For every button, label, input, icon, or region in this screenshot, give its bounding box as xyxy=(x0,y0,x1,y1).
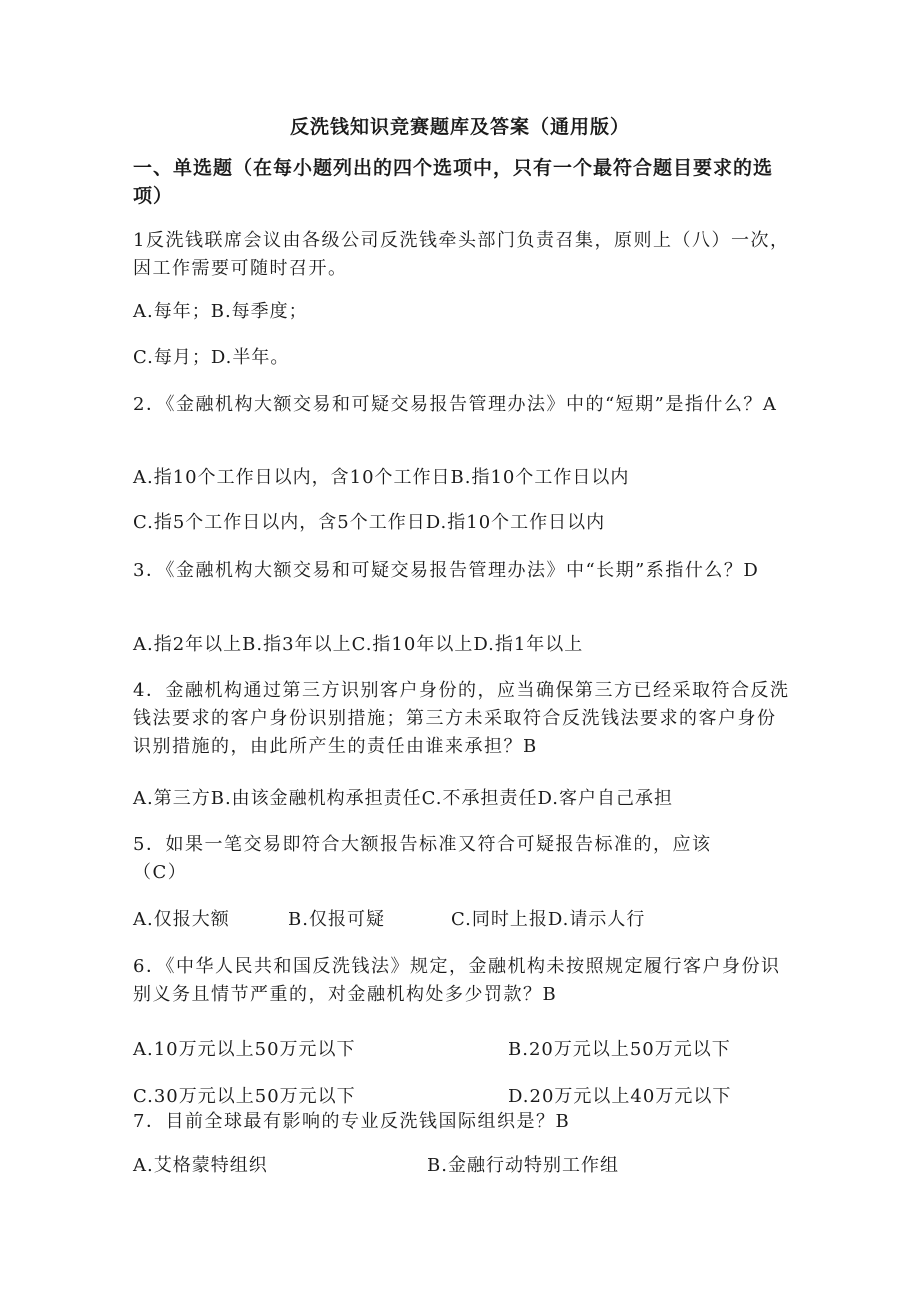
question-7-option-a: A.艾格蒙特组织 xyxy=(133,1155,268,1176)
question-3: 3．《金融机构大额交易和可疑交易报告管理办法》中“长期”系指什么？D xyxy=(133,560,760,581)
section-heading: 一、单选题（在每小题列出的四个选项中，只有一个最符合题目要求的选项） xyxy=(133,157,774,207)
question-6: 6．《中华人民共和国反洗钱法》规定，金融机构未按照规定履行客户身份识别义务且情节严重的，对金融机构处多少罚款？B xyxy=(133,956,781,1005)
document-title: 反洗钱知识竞赛题库及答案（通用版） xyxy=(289,116,630,138)
question-1-options-line-1: A.每年；B.每季度； xyxy=(133,301,308,322)
question-6-option-d: D.20万元以上40万元以下 xyxy=(508,1086,732,1107)
question-5-option-cd: C.同时上报D.请示人行 xyxy=(451,909,646,930)
question-4-options-line-1: A.第三方B.由该金融机构承担责任C.不承担责任D.客户自己承担 xyxy=(133,788,674,809)
question-3-options-line-1: A.指2年以上B.指3年以上C.指10年以上D.指1年以上 xyxy=(133,634,584,655)
question-7: 7．目前全球最有影响的专业反洗钱国际组织是？B xyxy=(133,1111,571,1132)
question-1-options-line-2: C.每月；D.半年。 xyxy=(133,347,290,368)
question-2-options-line-2: C.指5个工作日以内，含5个工作日D.指10个工作日以内 xyxy=(133,512,606,533)
question-5: 5．如果一笔交易即符合大额报告标准又符合可疑报告标准的，应该（C） xyxy=(133,834,712,883)
question-6-option-c: C.30万元以上50万元以下 xyxy=(133,1086,356,1107)
question-7-option-b: B.金融行动特别工作组 xyxy=(427,1155,619,1176)
question-2: 2．《金融机构大额交易和可疑交易报告管理办法》中的“短期”是指什么？A xyxy=(133,394,778,415)
question-2-options-line-1: A.指10个工作日以内，含10个工作日B.指10个工作日以内 xyxy=(133,467,630,488)
question-4: 4．金融机构通过第三方识别客户身份的，应当确保第三方已经采取符合反洗钱法要求的客户身份识别措施；第三方未采取符合反洗钱法要求的客户身份识别措施的，由此所产生的责任由谁来承担？B xyxy=(133,680,790,757)
question-6-option-a: A.10万元以上50万元以下 xyxy=(133,1039,356,1060)
question-1: 1反洗钱联席会议由各级公司反洗钱牵头部门负责召集，原则上（八）一次，因工作需要可随时召开。 xyxy=(133,230,790,279)
question-6-option-b: B.20万元以上50万元以下 xyxy=(508,1039,731,1060)
question-5-option-a: A.仅报大额 xyxy=(133,909,230,930)
question-5-option-b: B.仅报可疑 xyxy=(288,909,385,930)
